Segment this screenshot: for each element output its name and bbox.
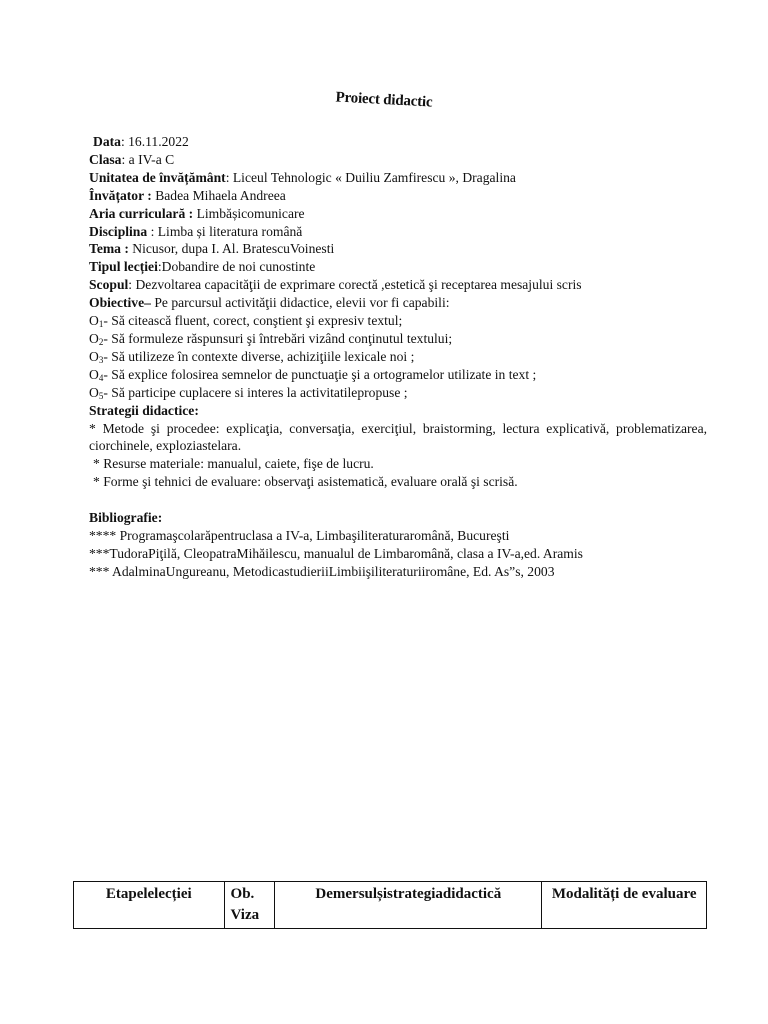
strategies-methods: * Metode şi procedee: explicaţia, conversaţia, exerciţiul, braistorming, lectura explicativă, problematizarea, ciorchinele, exploziastelara. xyxy=(89,420,707,454)
objective-prefix: O xyxy=(89,330,99,346)
info-label: Scopul xyxy=(89,277,129,293)
strategies-heading: Strategii didactice: xyxy=(89,402,199,418)
document-body xyxy=(89,133,707,581)
info-curricular-area xyxy=(89,205,707,223)
lesson-table xyxy=(73,881,707,929)
objective-number: 1 xyxy=(98,319,104,330)
info-value: Limbășicomunicare xyxy=(193,205,305,221)
info-school xyxy=(89,169,707,187)
info-value: Nicusor, dupa I. Al. BratescuVoinesti xyxy=(128,241,335,257)
objective-item xyxy=(89,330,707,348)
info-label: Învățator : xyxy=(89,187,152,203)
info-discipline xyxy=(89,223,707,241)
objective-number: 4 xyxy=(98,372,104,383)
objective-prefix: O xyxy=(89,366,99,382)
column-header-stages: Etapelelecției xyxy=(74,882,225,929)
objective-number: 5 xyxy=(98,390,104,401)
info-date xyxy=(89,133,707,151)
info-label: Obiective– xyxy=(89,295,151,311)
objective-text: - Să citească fluent, corect, conştient şi expresiv textul; xyxy=(103,313,403,329)
objective-text: - Să formuleze răspunsuri şi întrebări vizând conţinutul textului; xyxy=(103,330,453,346)
info-theme xyxy=(89,240,707,258)
spacer xyxy=(89,491,707,509)
info-label: Data xyxy=(93,134,121,149)
info-teacher xyxy=(89,187,707,205)
info-label: Aria curriculară : xyxy=(89,205,194,221)
objective-text: - Să utilizeze în contexte diverse, achiziţiile lexicale noi ; xyxy=(103,348,415,364)
info-value: :Dobandire de noi cunostinte xyxy=(157,259,316,275)
objective-item xyxy=(89,384,707,402)
bibliography-item: **** Programaşcolarăpentruclasa a IV-a, Limbaşiliteraturaromână, Bucureşti xyxy=(89,527,510,543)
objective-number: 2 xyxy=(98,336,104,347)
column-header-strategy: Demersulșistrategiadidactică xyxy=(275,882,542,929)
info-objectives xyxy=(89,294,707,312)
objective-text: - Să participe cuplacere si interes la activitatilepropuse ; xyxy=(103,384,408,400)
bibliography-heading: Bibliografie: xyxy=(89,510,163,526)
info-class xyxy=(89,151,707,169)
info-label: Tipul lecției xyxy=(89,259,158,275)
info-value: Badea Mihaela Andreea xyxy=(151,187,286,203)
bibliography-item: ***TudoraPiţilă, CleopatraMihăilescu, manualul de Limbaromână, clasa a IV-a,ed. Aramis xyxy=(89,545,583,561)
info-value: : a IV-a C xyxy=(121,151,175,167)
strategies-evaluation: * Forme şi tehnici de evaluare: observaţi asistematică, evaluare orală şi scrisă. xyxy=(93,474,518,490)
objective-number: 3 xyxy=(98,354,104,365)
info-value: : Liceul Tehnologic « Duiliu Zamfirescu », Dragalina xyxy=(225,169,516,185)
info-value: : Limba și literatura română xyxy=(147,223,303,239)
column-header-objectives: Ob. Viza xyxy=(224,882,275,929)
info-label: Disciplina xyxy=(89,223,148,239)
objective-item xyxy=(89,348,707,366)
page-title: Proiect didactic xyxy=(335,89,433,111)
info-label: Unitatea de învățământ xyxy=(89,169,226,185)
objective-prefix: O xyxy=(89,313,99,329)
strategies-resources: * Resurse materiale: manualul, caiete, fişe de lucru. xyxy=(93,456,374,472)
info-label: Clasa xyxy=(89,151,122,167)
bibliography-item: *** AdalminaUngureanu, MetodicastudieriiLimbiişiliteraturiiromâne, Ed. As”s, 2003 xyxy=(89,563,555,579)
table-header-row xyxy=(74,882,707,929)
objective-item xyxy=(89,366,707,384)
objective-text: - Să explice folosirea semnelor de punctuaţie şi a ortogramelor utilizate in text ; xyxy=(103,366,537,382)
objective-item xyxy=(89,312,707,330)
info-value: : 16.11.2022 xyxy=(120,134,189,149)
info-label: Tema : xyxy=(89,241,129,257)
objective-prefix: O xyxy=(89,384,99,400)
info-lesson-type xyxy=(89,258,707,276)
objective-prefix: O xyxy=(89,348,99,364)
info-value: Pe parcursul activităţii didactice, elevii vor fi capabili: xyxy=(150,295,450,311)
info-purpose xyxy=(89,276,707,294)
column-header-evaluation: Modalități de evaluare xyxy=(542,882,707,929)
info-value: : Dezvoltarea capacităţii de exprimare corectă ,estetică şi receptarea mesajului scris xyxy=(128,277,582,293)
